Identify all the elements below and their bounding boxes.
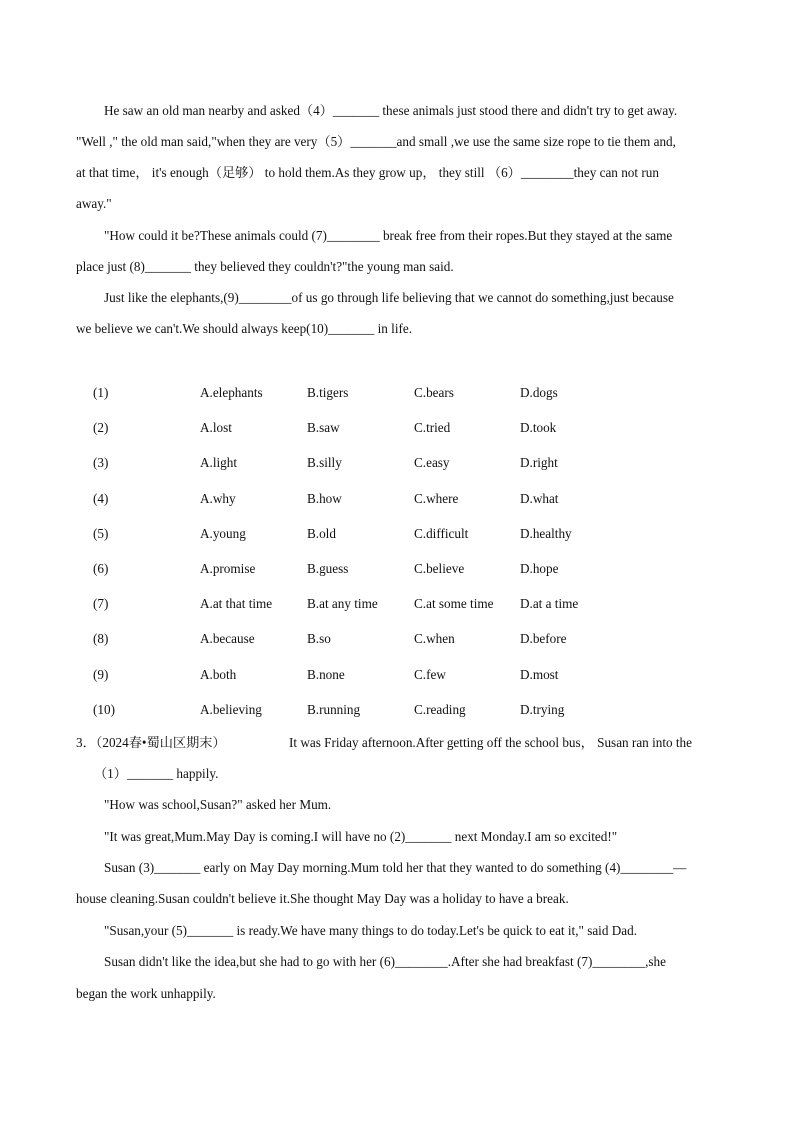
option-c: C.difficult xyxy=(414,526,469,541)
option-b: B.old xyxy=(307,526,336,541)
option-d: D.took xyxy=(520,420,557,435)
option-d: D.healthy xyxy=(520,526,572,541)
option-c: C.where xyxy=(414,491,459,506)
option-a: A.believing xyxy=(200,702,262,717)
option-c: C.reading xyxy=(414,702,466,717)
option-a: A.why xyxy=(200,491,236,506)
option-d: D.most xyxy=(520,667,559,682)
option-b: B.guess xyxy=(307,561,349,576)
option-a: A.at that time xyxy=(200,596,273,611)
question-number: (7) xyxy=(93,596,109,611)
option-b: B.how xyxy=(307,491,342,506)
option-c: C.bears xyxy=(414,385,454,400)
passage-line: house cleaning.Susan couldn't believe it.She thought May Day was a holiday to have a break. xyxy=(76,891,569,906)
option-a: A.promise xyxy=(200,561,256,576)
question-3-source: 3．（2024春•蜀山区期末） xyxy=(76,735,226,750)
passage-line: "Well ," the old man said,"when they are very（5）_______and small ,we use the same size rope to tie them and, xyxy=(76,134,676,149)
passage-line: He saw an old man nearby and asked（4）_______ these animals just stood there and didn't try to get away. xyxy=(104,103,678,118)
option-c: C.few xyxy=(414,667,446,682)
option-d: D.trying xyxy=(520,702,565,717)
option-c: C.believe xyxy=(414,561,465,576)
option-b: B.none xyxy=(307,667,345,682)
passage-line: "Susan,your (5)_______ is ready.We have many things to do today.Let's be quick to eat it," said Dad. xyxy=(104,923,637,938)
question-number: (4) xyxy=(93,491,109,506)
option-b: B.so xyxy=(307,631,331,646)
option-a: A.young xyxy=(200,526,246,541)
option-b: B.running xyxy=(307,702,361,717)
option-a: A.lost xyxy=(200,420,232,435)
question-3-second-line: （1）_______ happily. xyxy=(94,766,219,781)
option-c: C.tried xyxy=(414,420,451,435)
question-number: (5) xyxy=(93,526,109,541)
option-b: B.silly xyxy=(307,455,342,470)
option-a: A.because xyxy=(200,631,255,646)
question-3-first-line: It was Friday afternoon.After getting off the school bus， Susan ran into the xyxy=(289,735,692,750)
passage-line: "How could it be?These animals could (7)________ break free from their ropes.But they stayed at the same xyxy=(104,228,673,243)
option-c: C.easy xyxy=(414,455,450,470)
option-a: A.elephants xyxy=(200,385,263,400)
question-number: (2) xyxy=(93,420,109,435)
option-d: D.before xyxy=(520,631,567,646)
passage-line: Just like the elephants,(9)________of us go through life believing that we cannot do something,just because xyxy=(104,290,674,305)
option-a: A.both xyxy=(200,667,237,682)
passage-line: "It was great,Mum.May Day is coming.I will have no (2)_______ next Monday.I am so excited!" xyxy=(104,829,618,844)
question-number: (8) xyxy=(93,631,109,646)
passage-line: Susan (3)_______ early on May Day morning.Mum told her that they wanted to do something (4)________— xyxy=(104,860,687,875)
option-d: D.right xyxy=(520,455,558,470)
option-d: D.dogs xyxy=(520,385,558,400)
option-b: B.tigers xyxy=(307,385,349,400)
option-b: B.saw xyxy=(307,420,340,435)
question-number: (10) xyxy=(93,702,115,717)
option-b: B.at any time xyxy=(307,596,378,611)
question-number: (6) xyxy=(93,561,109,576)
option-d: D.at a time xyxy=(520,596,579,611)
passage-line: we believe we can't.We should always keep(10)_______ in life. xyxy=(76,321,413,336)
option-a: A.light xyxy=(200,455,237,470)
question-number: (1) xyxy=(93,385,109,400)
passage-line: "How was school,Susan?" asked her Mum. xyxy=(104,797,332,812)
question-number: (9) xyxy=(93,667,109,682)
passage-line: Susan didn't like the idea,but she had to go with her (6)________.After she had breakfast (7)________,she xyxy=(104,954,666,969)
passage-line: at that time， it's enough（足够） to hold them.As they grow up， they still （6）________they can not run xyxy=(76,165,659,180)
question-number: (3) xyxy=(93,455,109,470)
option-c: C.at some time xyxy=(414,596,494,611)
option-d: D.what xyxy=(520,491,559,506)
passage-line: place just (8)_______ they believed they couldn't?"the young man said. xyxy=(76,259,454,274)
option-c: C.when xyxy=(414,631,455,646)
option-d: D.hope xyxy=(520,561,559,576)
passage-line: began the work unhappily. xyxy=(76,986,216,1001)
passage-line: away." xyxy=(76,196,112,211)
